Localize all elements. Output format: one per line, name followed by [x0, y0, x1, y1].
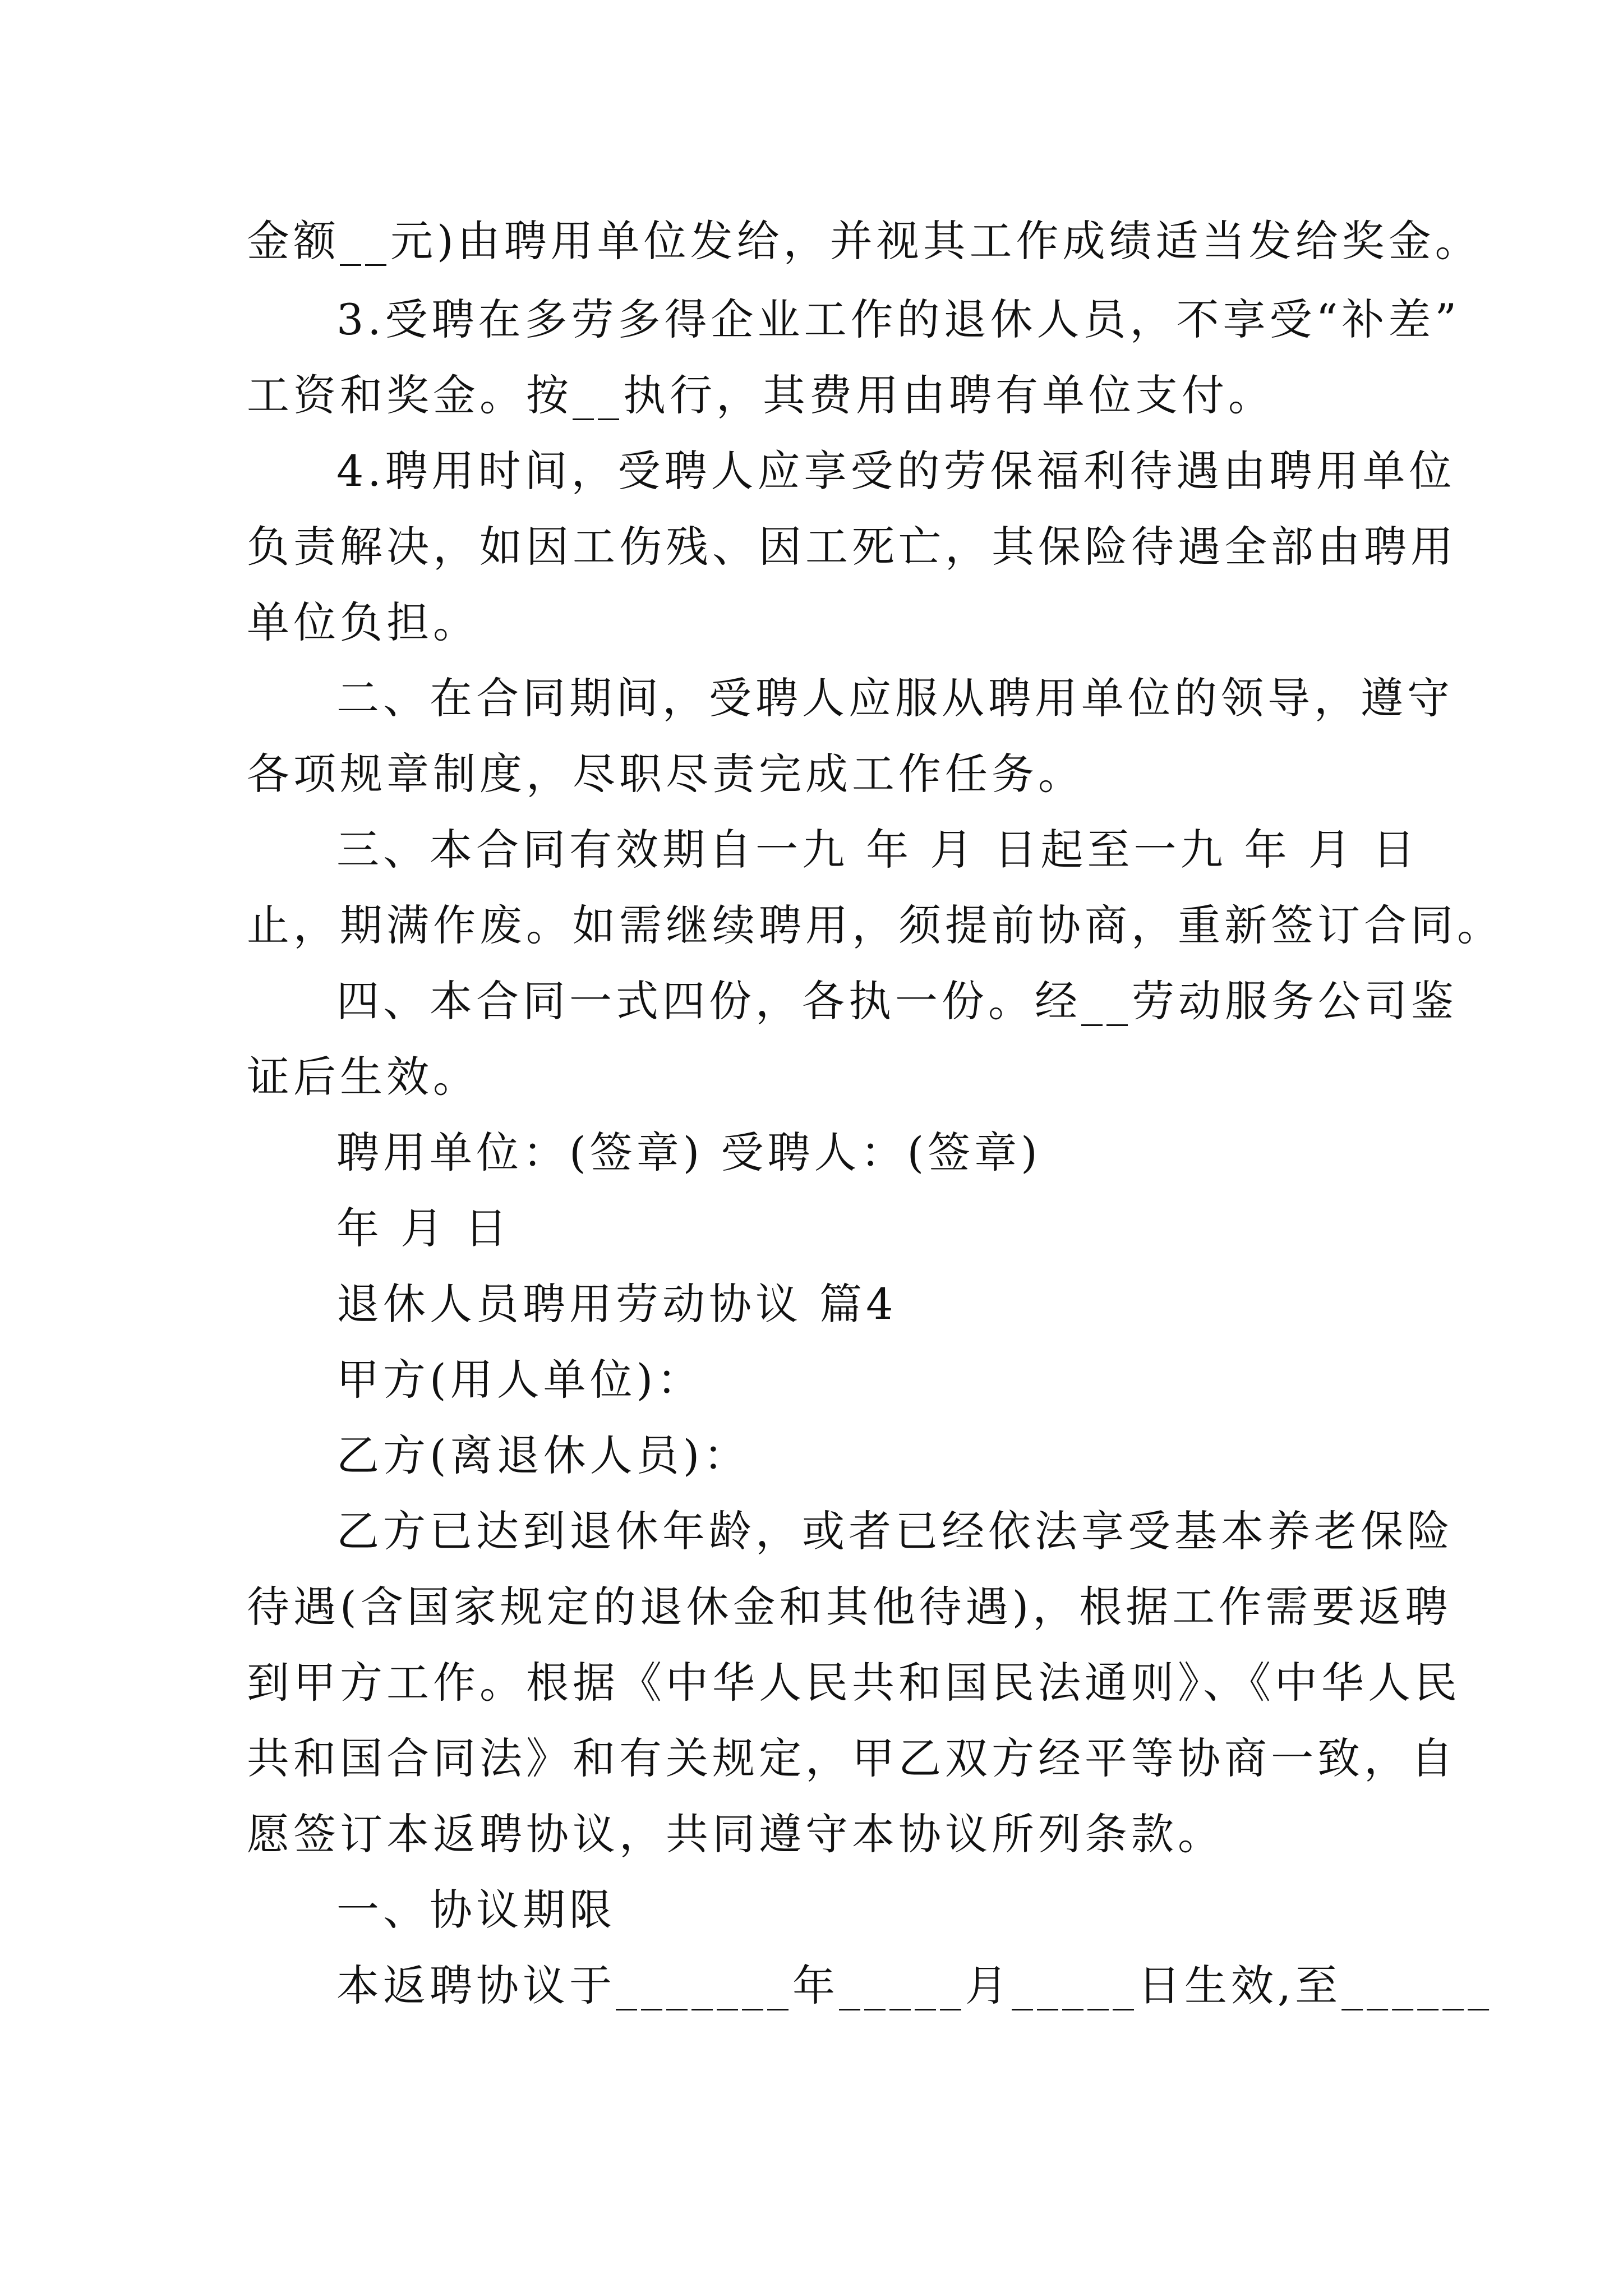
- text-line-1: 金额__元)由聘用单位发给，并视其工作成绩适当发给奖金。: [247, 216, 1482, 266]
- text-line-9: 三、本合同有效期自一九 年 月 日起至一九 年 月 日: [336, 825, 1419, 875]
- text-line-8: 各项规章制度，尽职尽责完成工作任务。: [247, 749, 1085, 799]
- text-line-18: 乙方已达到退休年龄，或者已经依法享受基本养老保险: [336, 1506, 1454, 1556]
- text-line-7: 二、在合同期间，受聘人应服从聘用单位的领导，遵守: [336, 673, 1454, 723]
- text-line-19: 待遇(含国家规定的退休金和其他待遇)，根据工作需要返聘: [247, 1582, 1452, 1632]
- text-line-11: 四、本合同一式四份，各执一份。经__劳动服务公司鉴: [336, 976, 1458, 1026]
- signature-line: 聘用单位：(签章) 受聘人：(签章): [336, 1128, 1041, 1177]
- text-line-21: 共和国合同法》和有关规定，甲乙双方经平等协商一致，自: [247, 1733, 1457, 1783]
- text-line-3: 工资和奖金。按__执行，其费用由聘有单位支付。: [247, 370, 1275, 420]
- text-line-12: 证后生效。: [247, 1052, 479, 1102]
- text-line-6: 单位负担。: [247, 597, 479, 647]
- section-title: 退休人员聘用劳动协议 篇4: [336, 1279, 897, 1329]
- text-line-20: 到甲方工作。根据《中华人民共和国民法通则》、《中华人民: [247, 1658, 1461, 1708]
- text-line-22: 愿签订本返聘协议，共同遵守本协议所列条款。: [247, 1809, 1224, 1859]
- text-line-4: 4.聘用时间，受聘人应享受的劳保福利待遇由聘用单位: [336, 446, 1456, 496]
- date-line: 年 月 日: [336, 1203, 511, 1253]
- clause-heading: 一、协议期限: [336, 1885, 616, 1935]
- party-b-line: 乙方(离退休人员)：: [336, 1430, 750, 1480]
- party-a-line: 甲方(用人单位)：: [336, 1355, 704, 1405]
- text-line-10: 止，期满作废。如需继续聘用，须提前协商，重新签订合同。: [247, 900, 1504, 950]
- text-line-2: 3.受聘在多劳多得企业工作的退休人员，不享受“补差”: [336, 295, 1461, 344]
- text-line-5: 负责解决，如因工伤残、因工死亡，其保险待遇全部由聘用: [247, 522, 1457, 572]
- text-line-24: 本返聘协议于_______年_____月_____日生效,至______: [336, 1961, 1493, 2010]
